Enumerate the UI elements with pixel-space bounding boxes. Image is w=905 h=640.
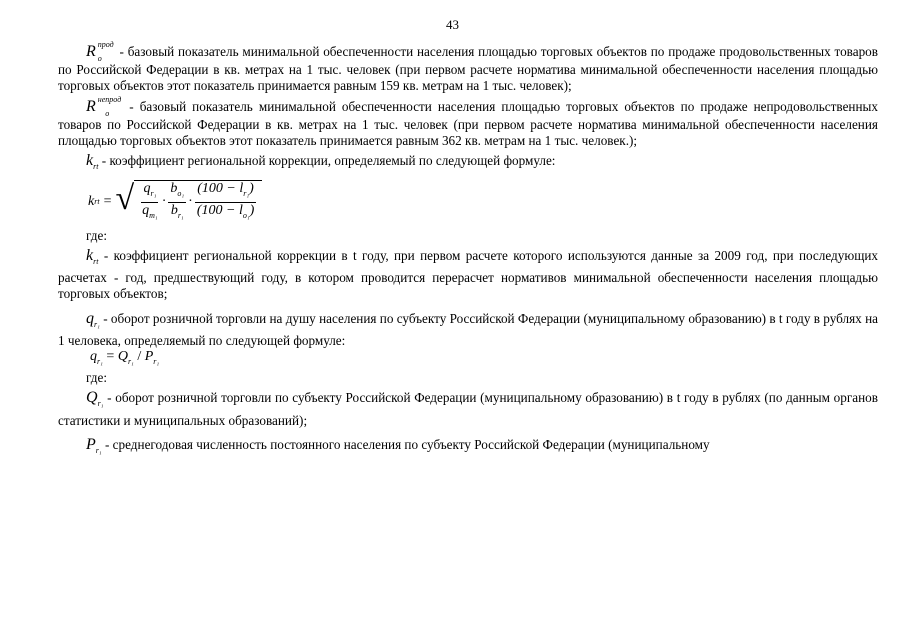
definition-P	[58, 437, 878, 459]
sqrt: √ $\frac{q_{r_1}}{q_{m_1}}$ · $\frac{b_{o_1}}{b_{r_1}}$ · $\frac{(100 - l_{r_1})}{(100 - l_{o_1})}$	[115, 180, 262, 224]
formula-k-rt: k rt = √ $\frac{q_{r_1}}{q_{m_1}}$ · $\frac{b_{o_1}}{b_{r_1}}$ · $\frac{(100 - l_{r_1})}{(100 - l_{o_1})}$	[88, 180, 878, 224]
definition-text: - среднегодовая численность постоянного населения по субъекту Российской Федерации (муниципальному	[104, 437, 710, 452]
document-body	[58, 40, 879, 459]
definition-k-rt	[58, 153, 878, 175]
definition-text: - базовый показатель минимальной обеспеченности населения площадью торговых объектов по продаже непродовольственных товаров по Российской Федерации в кв. метрах на 1 тыс. человек (при первом расчете норматива минимальной обеспеченности населения площадью торговых объектов этот показатель принимается равным 362 кв. метрам на 1 тыс. человек.);	[58, 98, 878, 149]
definition-text: - коэффициент региональной коррекции, определяемый по следующей формуле:	[101, 153, 556, 169]
symbol: $q_{r_1}$	[86, 309, 100, 329]
definition-Q	[58, 390, 878, 429]
symbol: $k_{rt}$	[86, 152, 99, 172]
where-label: где:	[86, 227, 107, 243]
formula-q: $q_{r_1} = Q_{r_1} / P_{r_1}$	[90, 349, 160, 366]
symbol: $P_{r_1}$	[86, 436, 102, 456]
symbol: R $^{прод}_o$	[86, 40, 114, 63]
definition-r-prod	[58, 40, 879, 95]
page-number: 43	[446, 17, 459, 32]
definition-r-neprod	[58, 94, 878, 150]
symbol: $k_{rt}$	[86, 246, 99, 266]
where-label: где:	[86, 370, 107, 386]
symbol: R $^{непрод}_o$	[86, 94, 122, 118]
definition-text: - коэффициент региональной коррекции в t году, при первом расчете которого используются данные за 2009 год, при последующих расчетах - год, предшествующий году, в котором проводится перерасчет нормативов минимальной обеспеченности населения площадью торговых объектов;	[58, 247, 879, 302]
definition-q	[58, 311, 878, 350]
definition-text: - базовый показатель минимальной обеспеченности населения площадью торговых объектов по продаже продовольственных товаров по Российской Федерации в кв. метрах на 1 тыс. человек (при первом расчете норматива минимальной обеспеченности населения площадью торговых объектов этот показатель принимается равным 159 кв. метрам на 1 тыс. человек);	[58, 44, 879, 94]
definition-k-rt-2	[58, 248, 878, 303]
definition-text: - оборот розничной торговли по субъекту Российской Федерации (муниципальному образованию) в t году в рублях (по данным органов статистики и муниципальных образований);	[58, 390, 878, 428]
symbol: $Q_{r_1}$	[86, 389, 104, 409]
definition-text: - оборот розничной торговли на душу населения по субъекту Российской Федерации (муниципальному образованию) в t году в рублях на 1 человека, определяемый по следующей формуле:	[58, 310, 878, 348]
